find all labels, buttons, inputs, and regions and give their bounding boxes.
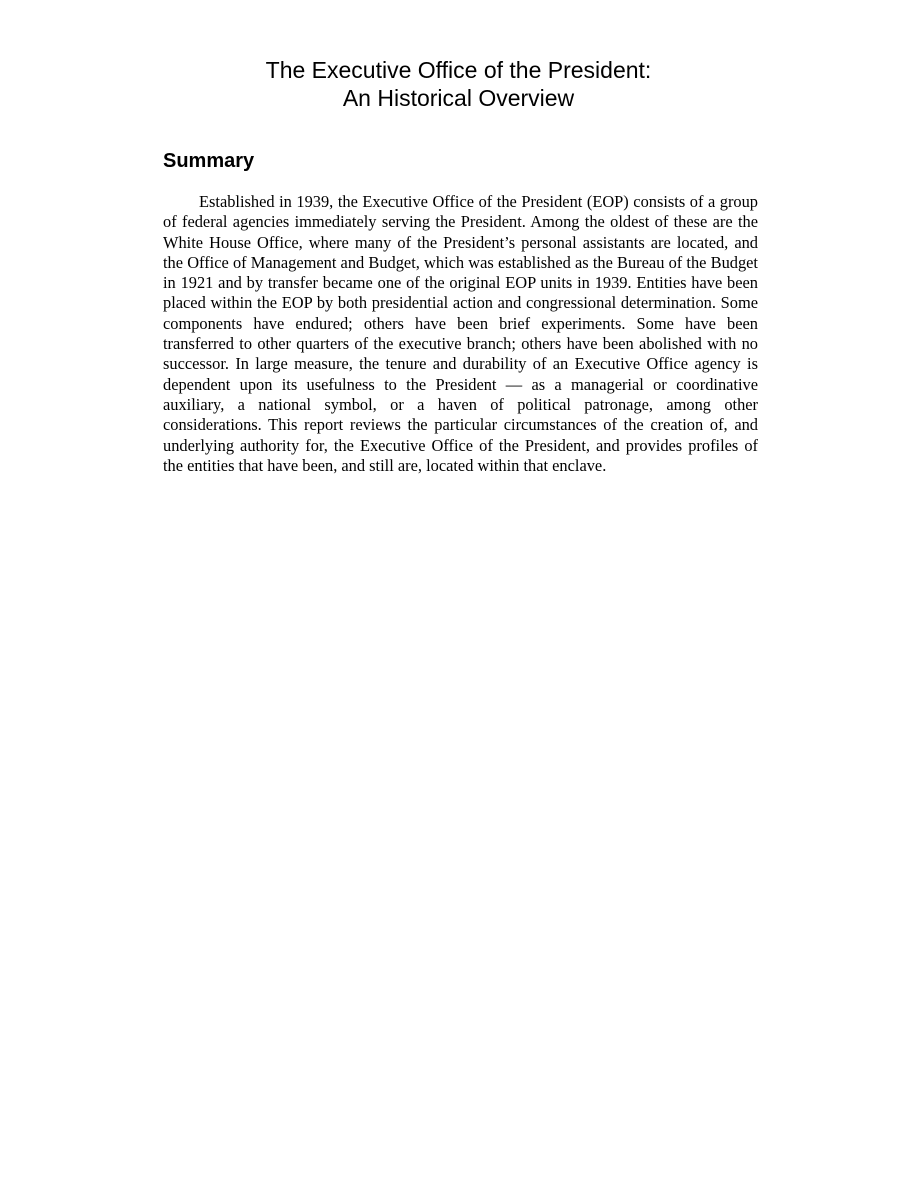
title-line-1: The Executive Office of the President:: [265, 57, 652, 83]
title-line-2: An Historical Overview: [342, 85, 575, 111]
document-title: [0, 56, 920, 112]
summary-paragraph: Established in 1939, the Executive Office of the President (EOP) consists of a group of federal agencies immediately serving the President. Among the oldest of these are the White House Office, where many of the President’s personal assistants are located, and the Office of Management and Budget, which was established as the Bureau of the Budget in 1921 and by transfer became one of the original EOP units in 1939. Entities have been placed within the EOP by both presidential action and congressional determination. Some components have endured; others have been brief experiments. Some have been transferred to other quarters of the executive branch; others have been abolished with no successor. In large measure, the tenure and durability of an Executive Office agency is dependent upon its usefulness to the President — as a managerial or coordinative auxiliary, a national symbol, or a haven of political patronage, among other considerations. This report reviews the particular circumstances of the creation of, and underlying authority for, the Executive Office of the President, and provides profiles of the entities that have been, and still are, located within that enclave.: [163, 192, 758, 475]
summary-heading: Summary: [163, 150, 255, 172]
